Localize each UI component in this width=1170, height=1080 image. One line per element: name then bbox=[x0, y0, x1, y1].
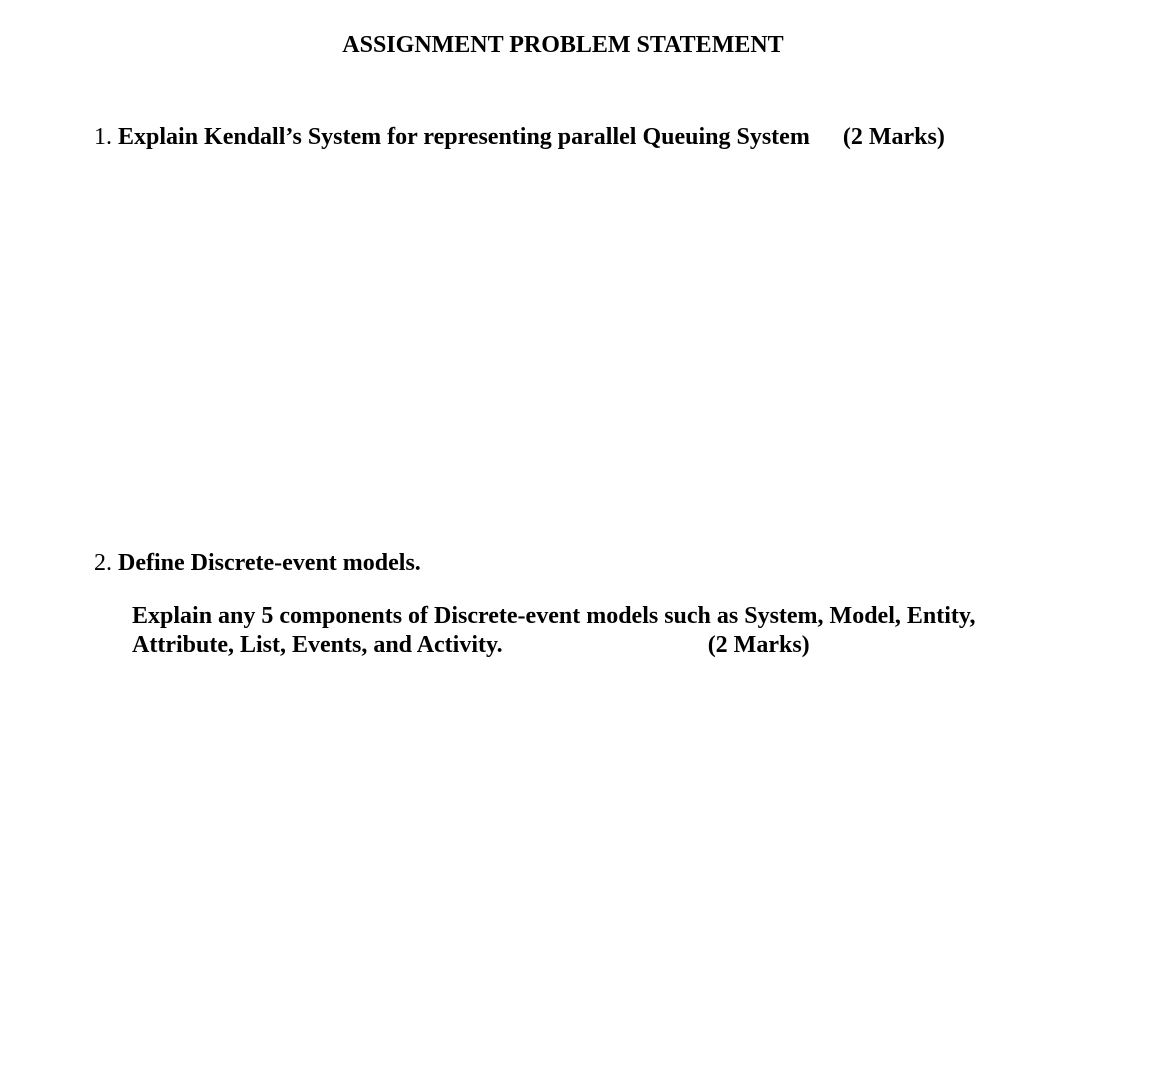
page-title: ASSIGNMENT PROBLEM STATEMENT bbox=[342, 32, 784, 58]
question-1-number: 1. bbox=[94, 124, 112, 150]
question-1-text: Explain Kendall’s System for representing parallel Queuing System bbox=[118, 124, 810, 150]
question-2-detail-line-2-text: Attribute, List, Events, and Activity. bbox=[132, 632, 503, 658]
question-1 bbox=[94, 123, 945, 151]
question-2-marks: (2 Marks) bbox=[707, 632, 810, 658]
question-2-detail bbox=[132, 602, 976, 660]
question-2 bbox=[94, 549, 421, 577]
question-1-marks: (2 Marks) bbox=[842, 124, 945, 150]
question-2-detail-line-2 bbox=[132, 631, 976, 660]
question-2-number: 2. bbox=[94, 550, 112, 576]
question-2-text: Define Discrete-event models. bbox=[118, 550, 421, 576]
question-2-detail-line-1: Explain any 5 components of Discrete-event models such as System, Model, Entity, bbox=[132, 603, 976, 629]
